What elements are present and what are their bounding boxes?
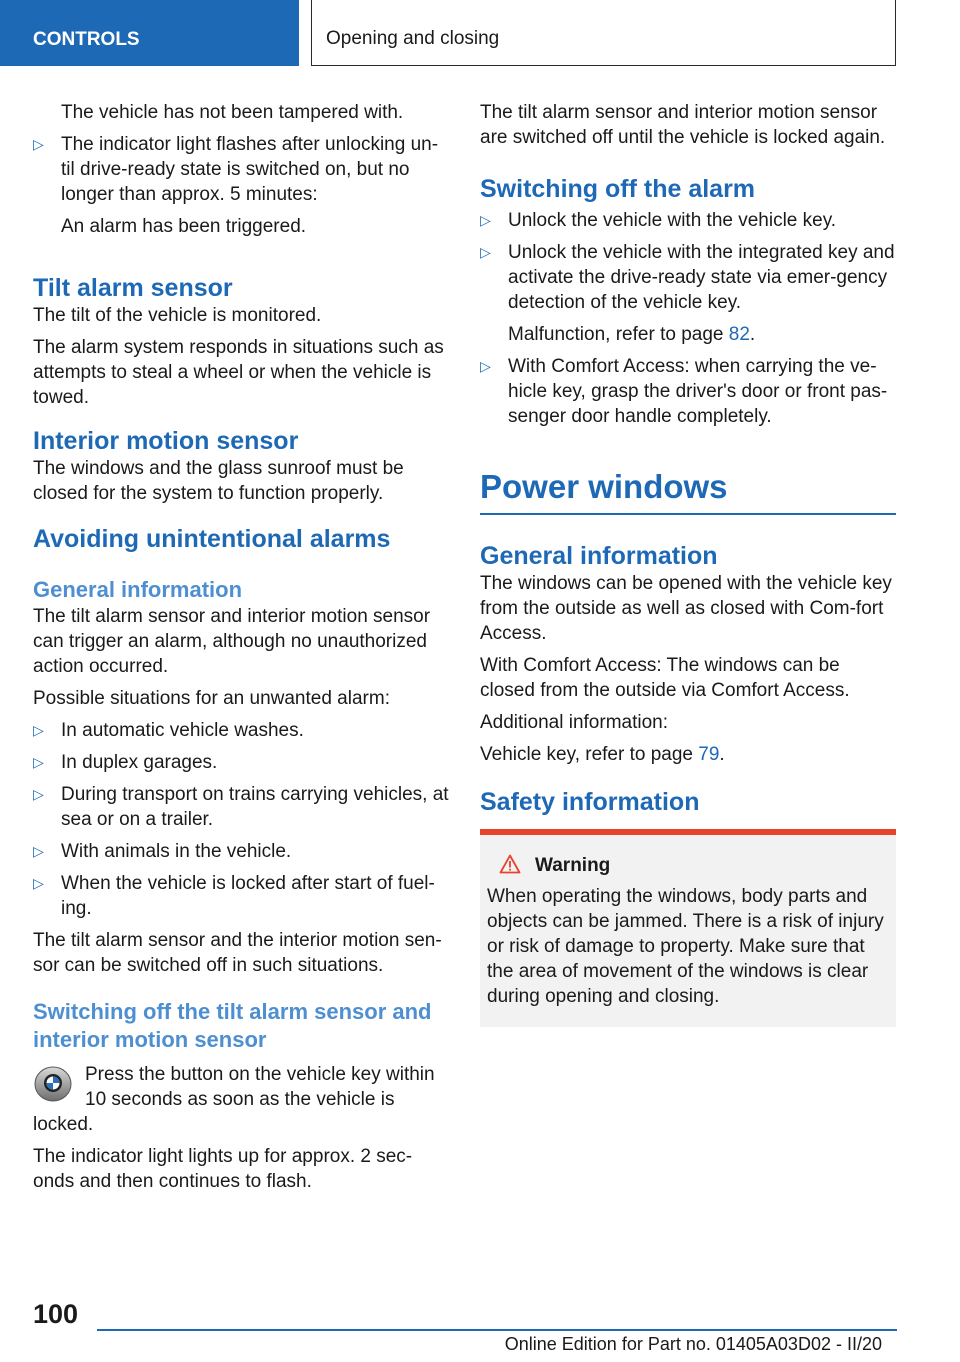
heading-switching-off-sensor: Switching off the tilt alarm sensor and interior motion sensor <box>33 999 432 1052</box>
paragraph: Additional information: <box>480 711 668 733</box>
paragraph: The tilt alarm sensor and interior motion sensor can trigger an alarm, although no unauthorized action occurred. <box>33 606 431 677</box>
left-column <box>33 100 451 1201</box>
paragraph: The tilt of the vehicle is monitored. <box>33 305 322 326</box>
page-link[interactable]: 79 <box>698 743 720 765</box>
triangle-bullet-icon: ▷ <box>33 843 44 859</box>
right-column <box>480 100 896 1027</box>
edition-text: Online Edition for Part no. 01405A03D02 - II/20 <box>504 1334 882 1354</box>
paragraph: The windows and the glass sunroof must be closed for the system to function properly. <box>33 458 404 504</box>
heading-general-information: General information <box>480 541 718 570</box>
paragraph: The tilt alarm sensor and interior motion sensor are switched off until the vehicle is locked again. <box>480 102 886 148</box>
list-item: ▷ In duplex garages. <box>33 752 218 773</box>
heading-power-windows: Power windows <box>480 468 728 505</box>
triangle-bullet-icon: ▷ <box>33 136 44 152</box>
paragraph: The indicator light lights up for approx. 2 sec-onds and then continues to flash. <box>33 1146 413 1192</box>
paragraph-key-ref: Vehicle key, refer to page 79. <box>480 743 725 765</box>
paragraph: The windows can be opened with the vehicle key from the outside as well as closed with Com-fort Access. <box>480 572 892 644</box>
heading-rule <box>480 513 896 515</box>
heading-switching-off-alarm: Switching off the alarm <box>480 175 756 203</box>
triangle-bullet-icon: ▷ <box>33 722 44 738</box>
footer-rule <box>97 1329 897 1331</box>
warning-box <box>480 829 896 1027</box>
paragraph: The tilt alarm sensor and the interior motion sen-sor can be switched off in such situations. <box>33 930 442 976</box>
paragraph: The vehicle has not been tampered with. <box>61 102 404 123</box>
page-link[interactable]: 82 <box>728 324 750 345</box>
list-item: ▷ During transport on trains carrying vehicles, at sea or on a trailer. <box>33 784 449 830</box>
heading-interior-motion-sensor: Interior motion sensor <box>33 427 299 455</box>
warning-triangle-icon <box>499 854 521 874</box>
paragraph: Possible situations for an unwanted alarm: <box>33 688 390 709</box>
triangle-bullet-icon: ▷ <box>480 358 491 374</box>
heading-avoiding-alarms: Avoiding unintentional alarms <box>33 525 391 553</box>
list-item: ▷ Unlock the vehicle with the integrated key and activate the drive-ready state via emer-gency detection of the vehicle key. <box>480 242 895 313</box>
paragraph: An alarm has been triggered. <box>61 216 307 237</box>
list-item: ▷ When the vehicle is locked after start of fuel-ing. <box>33 873 435 919</box>
page-number: 100 <box>33 1299 79 1329</box>
warning-text: When operating the windows, body parts and objects can be jammed. There is a risk of injury or risk of damage to property. Make sure that the area of movement of the windows is clear during opening and closing. <box>487 885 884 1007</box>
heading-general-information: General information <box>33 577 243 602</box>
paragraph: The alarm system responds in situations such as attempts to steal a wheel or when the vehicle is towed. <box>33 337 444 408</box>
triangle-bullet-icon: ▷ <box>33 754 44 770</box>
triangle-bullet-icon: ▷ <box>33 875 44 891</box>
chapter-tab: Opening and closing <box>311 0 896 66</box>
list-item: ▷ With Comfort Access: when carrying the ve-hicle key, grasp the driver's door or front pas-senger door handle completely. <box>480 356 888 427</box>
paragraph-malfunction: Malfunction, refer to page 82. <box>508 324 756 345</box>
list-item: ▷ The indicator light flashes after unlocking un-til drive-ready state is switched on, but no longer than approx. 5 minutes: <box>33 134 439 205</box>
triangle-bullet-icon: ▷ <box>33 786 44 802</box>
paragraph: With Comfort Access: The windows can be closed from the outside via Comfort Access. <box>480 654 850 701</box>
heading-safety-information: Safety information <box>480 787 700 816</box>
section-tab: CONTROLS <box>0 0 299 66</box>
page-header <box>0 0 960 66</box>
warning-title: Warning <box>487 853 888 878</box>
list-item: ▷ In automatic vehicle washes. <box>33 720 304 741</box>
list-item: ▷ With animals in the vehicle. <box>33 841 292 862</box>
triangle-bullet-icon: ▷ <box>480 244 491 260</box>
list-item: ▷ Unlock the vehicle with the vehicle key. <box>480 210 837 231</box>
heading-tilt-alarm-sensor: Tilt alarm sensor <box>33 274 233 302</box>
triangle-bullet-icon: ▷ <box>480 212 491 228</box>
vehicle-key-icon <box>33 1064 73 1104</box>
paragraph-press-button: Press the button on the vehicle key within 10 seconds as soon as the vehicle is locked. <box>33 1064 435 1135</box>
